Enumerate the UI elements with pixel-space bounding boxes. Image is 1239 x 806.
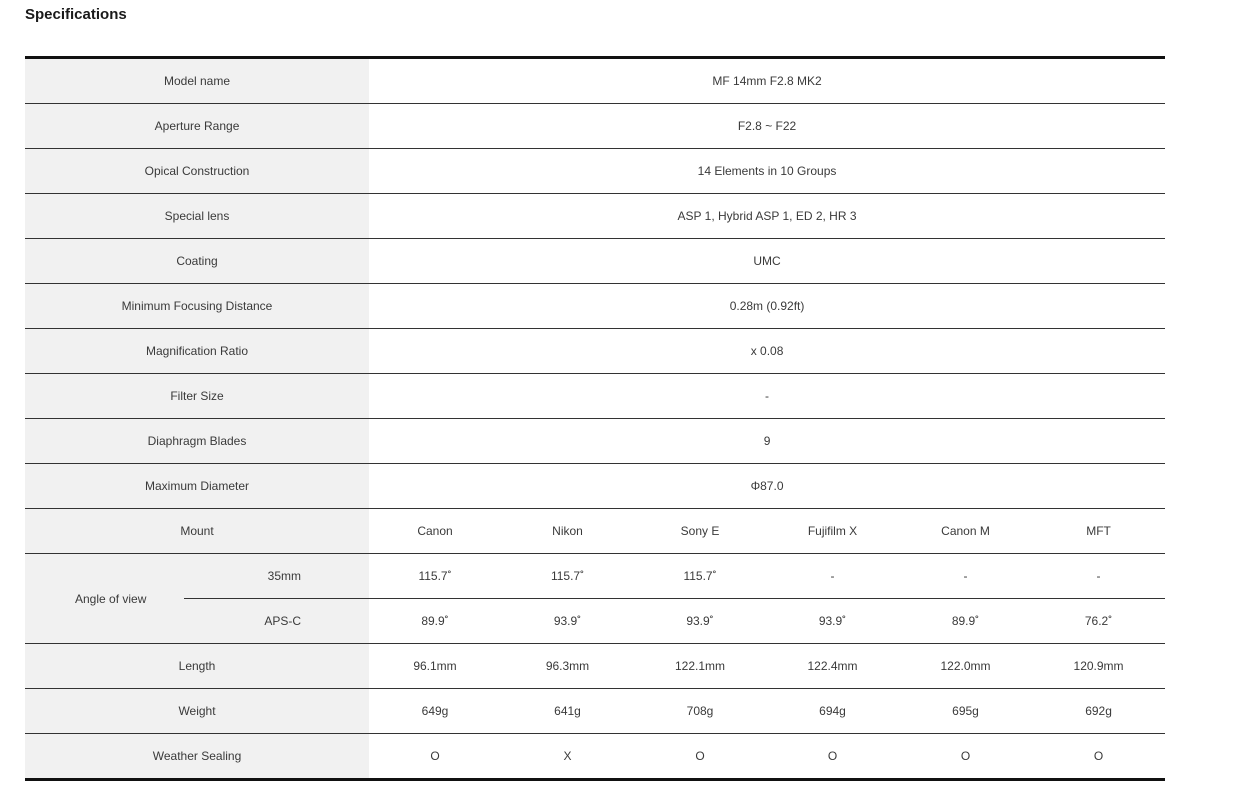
sealing-value: O <box>1093 749 1104 763</box>
spec-label: Model name <box>25 58 369 104</box>
spec-row-optical-construction <box>25 149 1165 194</box>
sealing-value: O <box>430 749 440 763</box>
sealing-value: O <box>827 749 838 763</box>
spec-row-length <box>25 644 1165 689</box>
spec-sublabel-35mm: 35mm <box>184 554 369 599</box>
spec-row-aperture-range <box>25 104 1165 149</box>
angle-value: 115.7˚ <box>369 554 501 599</box>
spec-label: Diaphragm Blades <box>25 419 369 464</box>
spec-label: Special lens <box>25 194 369 239</box>
spec-value: 14 Elements in 10 Groups <box>369 149 1165 194</box>
angle-value: - <box>766 554 899 599</box>
specifications-table <box>25 56 1165 781</box>
length-value: 120.9mm <box>1032 644 1165 689</box>
spec-row-weather-sealing <box>25 734 1165 780</box>
mount-sony-e: Sony E <box>634 509 766 554</box>
length-value: 122.1mm <box>634 644 766 689</box>
angle-value: 76.2˚ <box>1032 599 1165 644</box>
spec-label: Minimum Focusing Distance <box>25 284 369 329</box>
length-value: 96.3mm <box>501 644 634 689</box>
spec-label: Maximum Diameter <box>25 464 369 509</box>
spec-label: Opical Construction <box>25 149 369 194</box>
sealing-value: X <box>563 749 572 763</box>
angle-value: 115.7˚ <box>634 554 766 599</box>
spec-label-angle-of-view: Angle of view <box>25 554 184 644</box>
spec-row-magnification-ratio <box>25 329 1165 374</box>
weight-value: 649g <box>369 689 501 734</box>
spec-value: 0.28m (0.92ft) <box>369 284 1165 329</box>
spec-row-mount <box>25 509 1165 554</box>
page-title: Specifications <box>25 6 127 23</box>
angle-value: - <box>1032 554 1165 599</box>
spec-row-special-lens <box>25 194 1165 239</box>
spec-row-diaphragm-blades <box>25 419 1165 464</box>
angle-value: 93.9˚ <box>634 599 766 644</box>
mount-fujifilm-x: Fujifilm X <box>766 509 899 554</box>
spec-row-model-name <box>25 58 1165 104</box>
spec-value: UMC <box>369 239 1165 284</box>
spec-row-coating <box>25 239 1165 284</box>
spec-value: F2.8 ~ F22 <box>369 104 1165 149</box>
spec-row-weight <box>25 689 1165 734</box>
spec-value: Φ87.0 <box>369 464 1165 509</box>
angle-value: 89.9˚ <box>369 599 501 644</box>
mount-canon-m: Canon M <box>899 509 1032 554</box>
mount-canon: Canon <box>369 509 501 554</box>
spec-value: ASP 1, Hybrid ASP 1, ED 2, HR 3 <box>369 194 1165 239</box>
angle-value: 89.9˚ <box>899 599 1032 644</box>
weight-value: 708g <box>634 689 766 734</box>
spec-label: Weight <box>25 689 369 734</box>
spec-sublabel-aps-c: APS-C <box>184 599 369 644</box>
spec-row-angle-35mm <box>25 554 1165 599</box>
spec-value: MF 14mm F2.8 MK2 <box>369 58 1165 104</box>
spec-row-filter-size <box>25 374 1165 419</box>
spec-label: Filter Size <box>25 374 369 419</box>
sealing-value: O <box>960 749 971 763</box>
spec-label: Weather Sealing <box>25 734 369 780</box>
spec-row-minimum-focusing-distance <box>25 284 1165 329</box>
spec-label: Aperture Range <box>25 104 369 149</box>
weight-value: 695g <box>899 689 1032 734</box>
spec-row-maximum-diameter <box>25 464 1165 509</box>
spec-label: Mount <box>25 509 369 554</box>
spec-row-angle-aps-c <box>25 599 1165 644</box>
length-value: 96.1mm <box>369 644 501 689</box>
angle-value: 93.9˚ <box>766 599 899 644</box>
spec-label: Magnification Ratio <box>25 329 369 374</box>
mount-mft: MFT <box>1032 509 1165 554</box>
weight-value: 694g <box>766 689 899 734</box>
spec-value: - <box>369 374 1165 419</box>
length-value: 122.4mm <box>766 644 899 689</box>
angle-value: 115.7˚ <box>501 554 634 599</box>
spec-value: x 0.08 <box>369 329 1165 374</box>
spec-label: Length <box>25 644 369 689</box>
weight-value: 692g <box>1032 689 1165 734</box>
mount-nikon: Nikon <box>501 509 634 554</box>
weight-value: 641g <box>501 689 634 734</box>
sealing-value: O <box>695 749 705 763</box>
spec-label: Coating <box>25 239 369 284</box>
angle-value: 93.9˚ <box>501 599 634 644</box>
angle-value: - <box>899 554 1032 599</box>
length-value: 122.0mm <box>899 644 1032 689</box>
spec-value: 9 <box>369 419 1165 464</box>
